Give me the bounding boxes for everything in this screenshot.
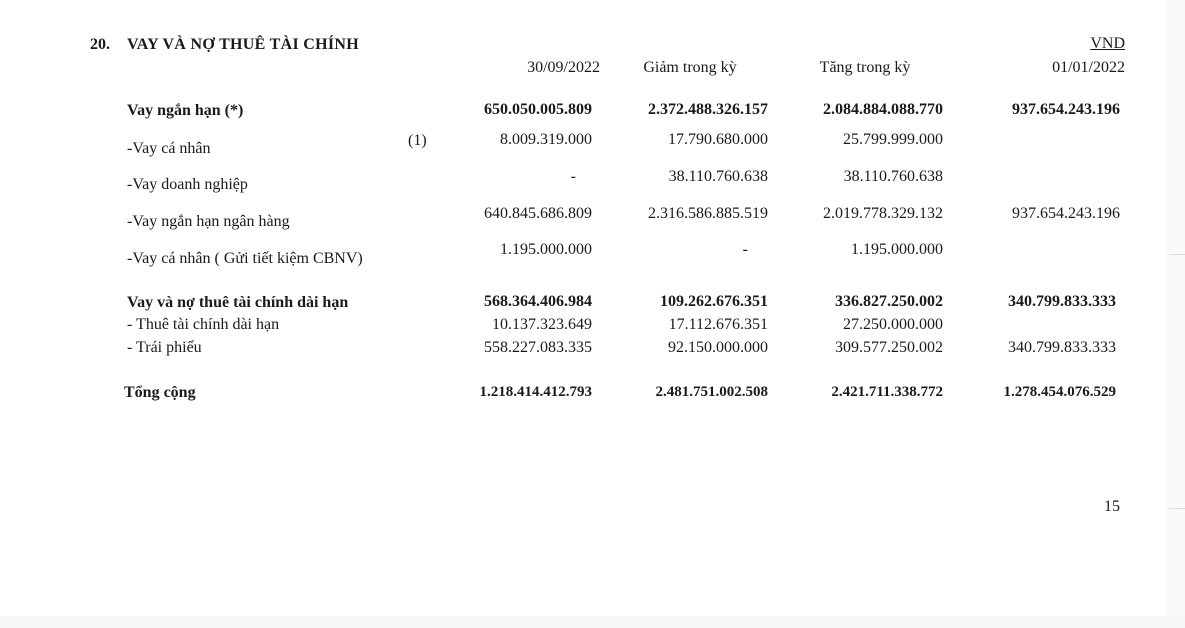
row-label-personal-loans: -Vay cá nhân [127, 140, 211, 157]
cell: 109.262.676.351 [660, 293, 768, 310]
row-label-employee-savings-loans: -Vay cá nhân ( Gửi tiết kiệm CBNV) [127, 250, 363, 267]
cell: 1.195.000.000 [500, 241, 592, 258]
cell: 340.799.833.333 [1008, 339, 1116, 356]
section-number: 20. [90, 36, 110, 53]
row-label-long-term-loans: Vay và nợ thuê tài chính dài hạn [127, 294, 349, 311]
cell: 340.799.833.333 [1008, 293, 1116, 310]
cell: 2.421.711.338.772 [831, 384, 943, 400]
cell: - [570, 168, 576, 185]
row-label-short-term-loans: Vay ngắn hạn (*) [127, 102, 244, 119]
cell: 309.577.250.002 [835, 339, 943, 356]
cell: 2.316.586.885.519 [648, 205, 768, 222]
cell: 1.218.414.412.793 [479, 384, 592, 400]
cell: 10.137.323.649 [492, 316, 592, 333]
cell: 650.050.005.809 [484, 101, 592, 118]
cell: 27.250.000.000 [843, 316, 943, 333]
cell: 336.827.250.002 [835, 293, 943, 310]
column-header-30-09-2022: 30/09/2022 [527, 59, 600, 76]
cell: 92.150.000.000 [668, 339, 768, 356]
cell: 2.019.778.329.132 [823, 205, 943, 222]
cell: 640.845.686.809 [484, 205, 592, 222]
cell: 937.654.243.196 [1012, 205, 1120, 222]
cell: 38.110.760.638 [843, 168, 943, 185]
scroll-gutter [1167, 0, 1185, 616]
gutter-divider [1169, 508, 1185, 509]
cell: 2.084.884.088.770 [823, 101, 943, 118]
cell: 1.195.000.000 [851, 241, 943, 258]
row-label-total: Tổng cộng [124, 384, 196, 401]
row-label-finance-leases: - Thuê tài chính dài hạn [127, 316, 280, 333]
cell: 937.654.243.196 [1012, 101, 1120, 118]
cell: 1.278.454.076.529 [1003, 384, 1116, 400]
cell: 8.009.319.000 [500, 131, 592, 148]
currency-unit: VND [1090, 35, 1125, 52]
page-bottom-edge [0, 616, 1185, 628]
row-label-enterprise-loans: -Vay doanh nghiệp [127, 176, 248, 193]
cell: - [742, 241, 748, 258]
gutter-divider [1169, 254, 1185, 255]
cell: 17.112.676.351 [668, 316, 768, 333]
cell: 17.790.680.000 [668, 131, 768, 148]
page-number: 15 [1104, 498, 1120, 515]
cell: 38.110.760.638 [668, 168, 768, 185]
section-title: VAY VÀ NỢ THUÊ TÀI CHÍNH [127, 36, 360, 53]
column-header-01-01-2022: 01/01/2022 [1052, 59, 1125, 76]
row-label-bank-short-term-loans: -Vay ngắn hạn ngân hàng [127, 213, 290, 230]
cell: 568.364.406.984 [484, 293, 592, 310]
cell: 2.481.751.002.508 [655, 384, 768, 400]
cell: 2.372.488.326.157 [648, 101, 768, 118]
cell: 25.799.999.000 [843, 131, 943, 148]
row-label-bonds: - Trái phiếu [127, 339, 202, 356]
column-header-decrease: Giảm trong kỳ [643, 59, 737, 76]
column-header-increase: Tăng trong kỳ [819, 59, 911, 76]
cell: 558.227.083.335 [484, 339, 592, 356]
row-note-ref: (1) [408, 132, 427, 149]
